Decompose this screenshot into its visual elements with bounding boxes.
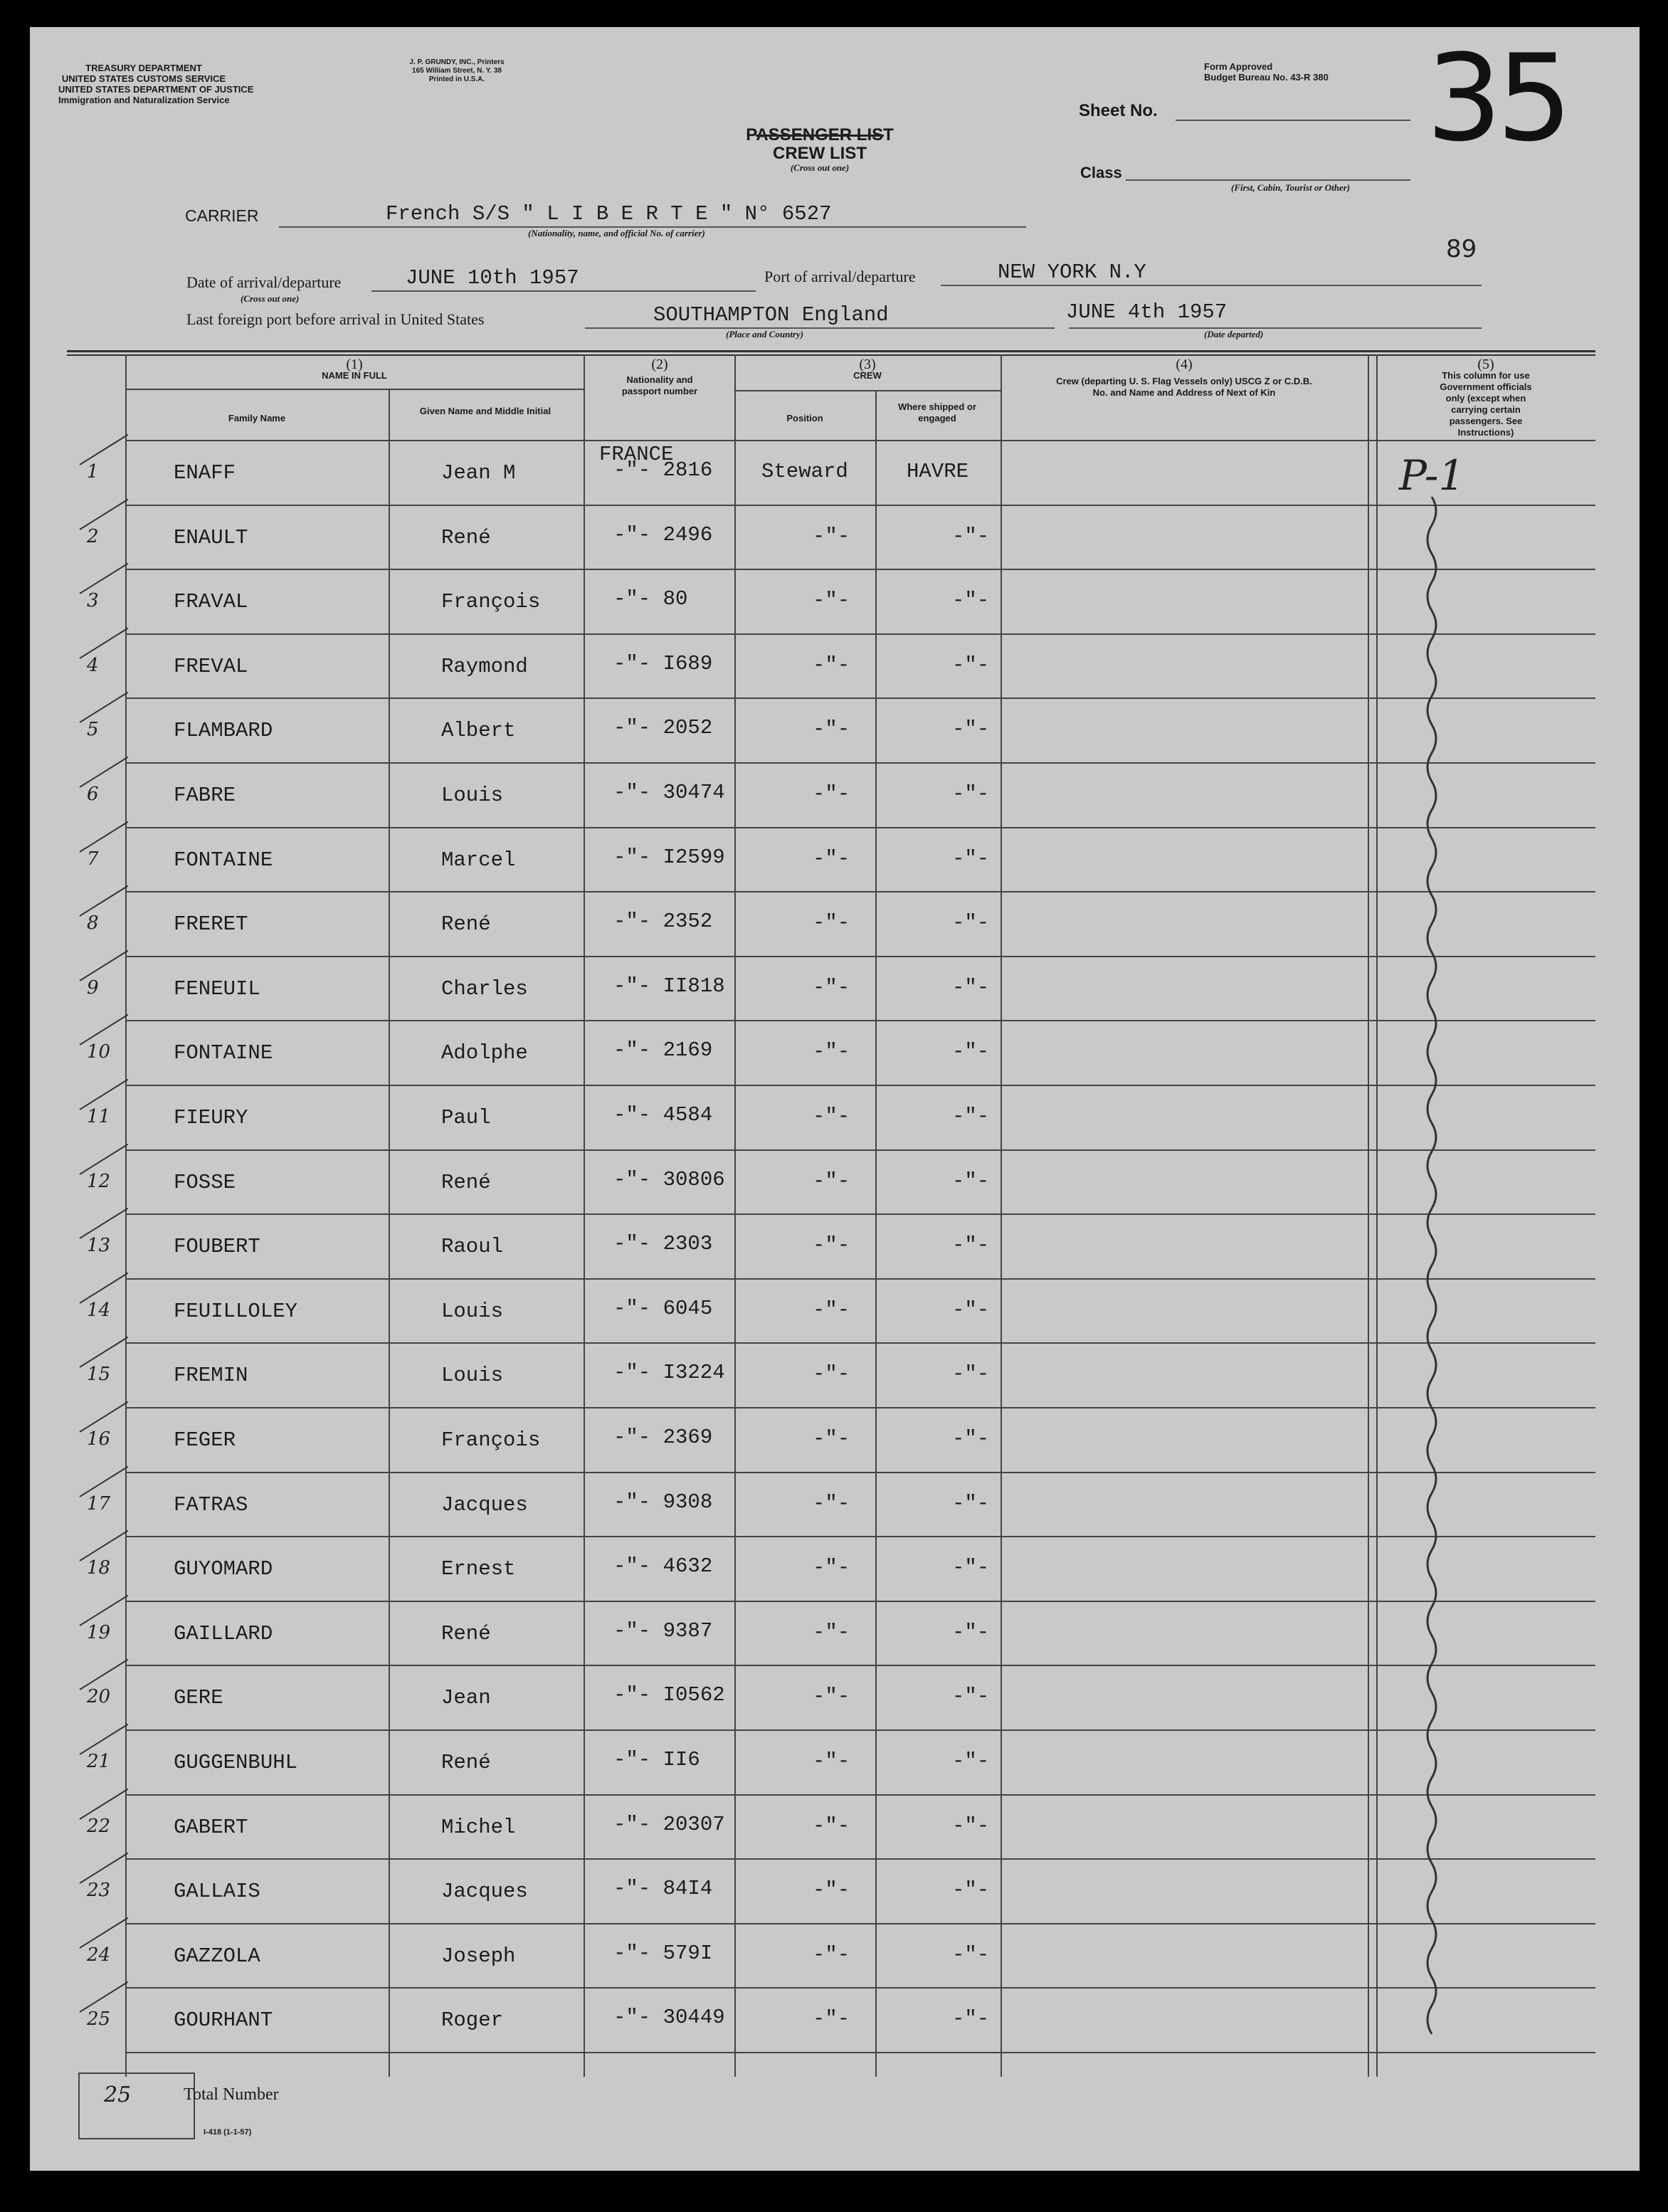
position: -"- xyxy=(813,1620,850,1644)
class-hint: (First, Cabin, Tourist or Other) xyxy=(1231,182,1351,193)
given-name: Roger xyxy=(441,2008,504,2033)
check-mark xyxy=(79,821,128,852)
position: -"- xyxy=(813,782,850,806)
given-name: Michel xyxy=(441,1815,516,1839)
family-name: ENAFF xyxy=(174,461,236,485)
position: -"- xyxy=(813,589,850,613)
family-name: FRERET xyxy=(174,912,248,937)
row-number: 8 xyxy=(87,912,99,934)
position: -"- xyxy=(813,1556,850,1580)
passport-number: -"- 30449 xyxy=(613,2006,725,2030)
row-number: 21 xyxy=(87,1751,111,1772)
row-number: 22 xyxy=(87,1815,111,1837)
position: -"- xyxy=(813,1685,850,1709)
where-shipped: -"- xyxy=(952,1813,990,1838)
given-name: Jacques xyxy=(441,1880,528,1904)
where-shipped: -"- xyxy=(952,2007,990,2031)
row-rule xyxy=(125,1536,1595,1537)
row-number: 1 xyxy=(87,461,99,483)
where-shipped: -"- xyxy=(952,1169,990,1193)
row-number: 13 xyxy=(87,1235,111,1257)
where-shipped: -"- xyxy=(952,589,990,613)
arrival-label: Date of arrival/departure xyxy=(186,273,342,291)
agency-line: Immigration and Naturalization Service xyxy=(58,95,230,105)
col-divider xyxy=(389,389,390,2077)
row-rule xyxy=(125,891,1595,892)
table-top-rule-2 xyxy=(67,354,1595,356)
carrier-hint: (Nationality, name, and official No. of carrier) xyxy=(528,228,705,238)
family-name: ENAULT xyxy=(174,525,248,549)
col4-title: Crew (departing U. S. Flag Vessels only) USCG Z or C.D.B. No. and Name and Address of Next of Kin xyxy=(1056,376,1312,398)
departed-hint: (Date departed) xyxy=(1204,329,1264,339)
given-name: Jacques xyxy=(441,1492,528,1517)
last-port-hint: (Place and Country) xyxy=(726,329,804,339)
family-name: GUYOMARD xyxy=(174,1557,273,1581)
passport-number: -"- II6 xyxy=(613,1748,700,1771)
family-name: FOSSE xyxy=(174,1170,236,1194)
row-rule xyxy=(125,633,1595,635)
arrival-hint: (Cross out one) xyxy=(241,293,300,304)
row-rule xyxy=(125,505,1595,506)
row-number: 11 xyxy=(87,1106,111,1127)
position: -"- xyxy=(813,1362,850,1386)
title-block xyxy=(706,125,934,174)
col4-num: (4) xyxy=(1176,357,1193,372)
position: -"- xyxy=(813,975,850,999)
shipped-header: Where shipped or engaged xyxy=(898,401,976,423)
given-name: Jean xyxy=(441,1686,491,1710)
check-mark xyxy=(79,885,128,917)
nationality: FRANCE xyxy=(599,443,674,466)
family-name: GOURHANT xyxy=(174,2008,273,2033)
position: -"- xyxy=(813,1491,850,1515)
check-mark xyxy=(79,498,128,530)
family-name: FONTAINE xyxy=(174,848,273,872)
given-name: Jean M xyxy=(441,461,516,485)
where-shipped: -"- xyxy=(952,1878,990,1902)
passport-number: -"- II818 xyxy=(613,974,725,998)
row-number: 17 xyxy=(87,1492,111,1515)
port-line xyxy=(941,285,1482,286)
family-name: FRAVAL xyxy=(174,590,248,614)
col-divider xyxy=(734,354,736,2077)
passport-number: -"- 30806 xyxy=(613,1167,725,1191)
official-mark: P-1 xyxy=(1399,451,1465,500)
family-name: FOUBERT xyxy=(174,1235,260,1259)
family-name: FEUILLOLEY xyxy=(174,1299,298,1323)
position: -"- xyxy=(813,524,850,548)
passport-number: -"- 30474 xyxy=(613,781,725,804)
passport-number: -"- 4584 xyxy=(613,1103,713,1127)
family-name: GALLAIS xyxy=(174,1880,260,1904)
family-name: GABERT xyxy=(174,1815,248,1839)
where-shipped: -"- xyxy=(952,1297,990,1322)
row-number: 24 xyxy=(87,1944,111,1966)
handwritten-number: 89 xyxy=(1446,235,1477,263)
row-number: 7 xyxy=(87,848,99,870)
given-name: René xyxy=(441,525,491,549)
passport-number: -"- 84I4 xyxy=(613,1877,713,1901)
passport-number: -"- 579I xyxy=(613,1941,713,1965)
where-shipped: -"- xyxy=(952,1105,990,1128)
check-mark xyxy=(79,950,128,981)
row-rule xyxy=(125,827,1595,828)
family-name: FONTAINE xyxy=(174,1041,273,1065)
family-name: FEGER xyxy=(174,1428,236,1452)
given-name: Albert xyxy=(441,719,516,743)
given-name: Raymond xyxy=(441,654,528,678)
form-approved: Form Approved xyxy=(1204,61,1273,72)
departed-line xyxy=(1069,327,1482,329)
given-name: Charles xyxy=(441,976,528,1001)
given-name: René xyxy=(441,1170,491,1194)
title-struck: PASSENGER LIST xyxy=(746,125,894,144)
sheet-no-line xyxy=(1176,120,1410,121)
where-shipped: -"- xyxy=(952,717,990,742)
col2-header xyxy=(592,359,727,397)
given-name-header: Given Name and Middle Initial xyxy=(419,406,551,416)
family-name: GERE xyxy=(174,1686,223,1710)
position: -"- xyxy=(813,653,850,677)
passport-number: -"- 2496 xyxy=(613,522,713,547)
col-divider xyxy=(1001,354,1002,2077)
where-shipped: -"- xyxy=(952,1620,990,1644)
col5-header xyxy=(1376,359,1595,438)
row-rule xyxy=(125,956,1595,957)
given-name: Paul xyxy=(441,1106,491,1129)
check-mark xyxy=(79,563,128,594)
passport-number: -"- 6045 xyxy=(613,1296,713,1320)
position: -"- xyxy=(813,717,850,742)
row-rule xyxy=(125,2052,1595,2053)
printer-line: 165 William Street, N. Y. 38 xyxy=(412,67,502,75)
agency-line: UNITED STATES DEPARTMENT OF JUSTICE xyxy=(58,84,254,95)
position: -"- xyxy=(813,1942,850,1966)
position: -"- xyxy=(813,1749,850,1773)
departed-value: JUNE 4th 1957 xyxy=(1066,300,1228,324)
passport-number: -"- 9308 xyxy=(613,1490,713,1514)
where-shipped: -"- xyxy=(952,975,990,999)
passport-number: -"- 2816 xyxy=(613,458,713,482)
col3-num: (3) xyxy=(859,357,876,372)
row-number: 15 xyxy=(87,1364,111,1386)
col-divider xyxy=(1376,354,1378,2077)
passport-number: -"- 80 xyxy=(613,587,688,611)
position: -"- xyxy=(813,1427,850,1450)
port-label: Port of arrival/departure xyxy=(764,268,916,285)
given-name: René xyxy=(441,1621,491,1645)
col1-title: NAME IN FULL xyxy=(322,370,387,381)
carrier-label: CARRIER xyxy=(185,206,259,225)
passport-number: -"- 2169 xyxy=(613,1038,713,1063)
position: -"- xyxy=(813,1040,850,1064)
col-divider xyxy=(1368,354,1369,2077)
arrival-value: JUNE 10th 1957 xyxy=(406,266,579,290)
where-shipped: -"- xyxy=(952,782,990,806)
row-number: 23 xyxy=(87,1880,111,1902)
budget-bureau: Budget Bureau No. 43-R 380 xyxy=(1204,72,1329,83)
where-shipped: -"- xyxy=(952,1749,990,1773)
position: Steward xyxy=(761,460,848,483)
row-rule xyxy=(125,1342,1595,1344)
col2-num: (2) xyxy=(651,357,668,372)
passport-number: -"- 9387 xyxy=(613,1618,713,1643)
check-mark xyxy=(79,434,128,465)
position: -"- xyxy=(813,1878,850,1902)
col-divider xyxy=(584,354,585,2077)
where-shipped: -"- xyxy=(952,524,990,548)
row-number: 14 xyxy=(87,1299,111,1321)
title: CREW LIST xyxy=(773,144,867,163)
col4-header xyxy=(1001,359,1368,399)
given-name: François xyxy=(441,1428,541,1452)
position: -"- xyxy=(813,2007,850,2031)
family-name: FIEURY xyxy=(174,1106,248,1129)
printer-block xyxy=(386,58,528,84)
passport-number: -"- I2599 xyxy=(613,845,725,869)
passport-number: -"- 2352 xyxy=(613,910,713,934)
wavy-ditto-line xyxy=(1418,497,1474,2063)
sheet-no-label: Sheet No. xyxy=(1079,101,1158,120)
row-number: 20 xyxy=(87,1686,111,1708)
class-line xyxy=(1126,179,1410,181)
row-number: 5 xyxy=(87,719,99,741)
arrival-line xyxy=(371,290,756,292)
agency-line: TREASURY DEPARTMENT xyxy=(85,63,202,73)
port-value: NEW YORK N.Y xyxy=(998,260,1146,284)
row-rule xyxy=(125,1794,1595,1796)
where-shipped: -"- xyxy=(952,1685,990,1709)
given-name: Raoul xyxy=(441,1235,504,1259)
row-rule xyxy=(125,1858,1595,1860)
col-divider xyxy=(125,354,127,2077)
given-name: François xyxy=(441,590,541,614)
agency-line: UNITED STATES CUSTOMS SERVICE xyxy=(61,73,226,84)
last-port-line xyxy=(585,327,1055,329)
family-name: FATRAS xyxy=(174,1492,248,1517)
class-label: Class xyxy=(1080,164,1122,181)
check-mark xyxy=(79,628,128,659)
total-value: 25 xyxy=(104,2082,132,2107)
row-rule xyxy=(125,762,1595,764)
passport-number: -"- I3224 xyxy=(613,1361,725,1385)
row-number: 25 xyxy=(87,2008,111,2031)
row-number: 6 xyxy=(87,784,99,805)
where-shipped: -"- xyxy=(952,1233,990,1258)
row-number: 9 xyxy=(87,976,99,999)
row-number: 19 xyxy=(87,1621,111,1643)
where-shipped: -"- xyxy=(952,653,990,677)
row-number: 2 xyxy=(87,525,99,547)
position: -"- xyxy=(813,1297,850,1322)
position: -"- xyxy=(813,1233,850,1258)
row-number: 4 xyxy=(87,654,99,676)
family-name: FREMIN xyxy=(174,1364,248,1388)
col3-title: CREW xyxy=(853,370,882,381)
passport-number: -"- I689 xyxy=(613,651,713,675)
where-shipped: -"- xyxy=(952,846,990,870)
row-rule xyxy=(125,1729,1595,1731)
where-shipped: -"- xyxy=(952,1427,990,1450)
position-header: Position xyxy=(786,413,823,423)
printer-line: Printed in U.S.A. xyxy=(428,75,485,83)
row-rule xyxy=(125,1923,1595,1924)
family-name: FREVAL xyxy=(174,654,248,678)
header-bottom-rule xyxy=(125,440,1595,441)
where-shipped: -"- xyxy=(952,1362,990,1386)
title-hint: (Cross out one) xyxy=(790,162,850,173)
printer-line: J. P. GRUNDY, INC., Printers xyxy=(409,58,505,66)
given-name: Louis xyxy=(441,1299,504,1323)
row-rule xyxy=(125,1665,1595,1666)
col1-header xyxy=(125,359,584,381)
row-number: 3 xyxy=(87,590,99,612)
family-name: FENEUIL xyxy=(174,976,260,1001)
where-shipped: HAVRE xyxy=(907,460,969,483)
form-approved-block xyxy=(1204,61,1329,83)
family-name: FLAMBARD xyxy=(174,719,273,743)
col5-title: This column for use Government officials only (except when carrying certain passengers. See Instructions) xyxy=(1440,370,1532,438)
row-rule xyxy=(125,1213,1595,1215)
row-rule xyxy=(125,1601,1595,1602)
row-rule xyxy=(125,1085,1595,1086)
where-shipped: -"- xyxy=(952,1040,990,1064)
table-top-rule xyxy=(67,350,1595,352)
row-number: 12 xyxy=(87,1170,111,1192)
row-rule xyxy=(125,1407,1595,1408)
given-name: Adolphe xyxy=(441,1041,528,1065)
last-port-value: SOUTHAMPTON England xyxy=(653,303,889,327)
given-name: Ernest xyxy=(441,1557,516,1581)
passport-number: -"- 4632 xyxy=(613,1554,713,1579)
row-rule xyxy=(125,1278,1595,1280)
position: -"- xyxy=(813,846,850,870)
last-port-label: Last foreign port before arrival in United States xyxy=(186,310,485,328)
position: -"- xyxy=(813,1169,850,1193)
position: -"- xyxy=(813,1105,850,1128)
where-shipped: -"- xyxy=(952,1491,990,1515)
passport-number: -"- 20307 xyxy=(613,1812,725,1836)
row-rule xyxy=(125,697,1595,699)
row-number: 16 xyxy=(87,1428,111,1450)
family-name: FABRE xyxy=(174,784,236,807)
col-divider xyxy=(875,390,877,2077)
check-mark xyxy=(79,692,128,723)
total-box xyxy=(78,2073,195,2139)
row-rule xyxy=(125,569,1595,570)
strike-line xyxy=(756,135,884,137)
given-name: René xyxy=(441,912,491,937)
family-name: GAZZOLA xyxy=(174,1944,260,1968)
where-shipped: -"- xyxy=(952,1556,990,1580)
col1-num: (1) xyxy=(346,357,363,372)
row-number: 18 xyxy=(87,1557,111,1579)
passport-number: -"- 2303 xyxy=(613,1232,713,1256)
row-rule xyxy=(125,1987,1595,1989)
sheet-number-large: 35 xyxy=(1426,28,1567,168)
form-code: I-418 (1-1-57) xyxy=(204,2128,252,2137)
row-number: 10 xyxy=(87,1041,111,1063)
position: -"- xyxy=(813,1813,850,1838)
where-shipped: -"- xyxy=(952,911,990,935)
carrier-value: French S/S " L I B E R T E " N° 6527 xyxy=(386,202,832,226)
col3-header xyxy=(734,359,1001,381)
family-name: GUGGENBUHL xyxy=(174,1751,298,1774)
total-label: Total Number xyxy=(184,2085,279,2104)
subhead-rule xyxy=(125,389,584,390)
col2-title: Nationality and passport number xyxy=(621,374,698,396)
given-name: Joseph xyxy=(441,1944,516,1968)
row-rule xyxy=(125,1020,1595,1021)
check-mark xyxy=(79,757,128,788)
position: -"- xyxy=(813,911,850,935)
agency-block xyxy=(58,63,254,105)
given-name: Louis xyxy=(441,1364,504,1388)
row-rule xyxy=(125,1149,1595,1151)
given-name: Louis xyxy=(441,784,504,807)
passport-number: -"- 2052 xyxy=(613,716,713,740)
col5-num: (5) xyxy=(1477,357,1494,372)
given-name: Marcel xyxy=(441,848,516,872)
family-name-header: Family Name xyxy=(228,413,286,423)
family-name: GAILLARD xyxy=(174,1621,273,1645)
row-rule xyxy=(125,1472,1595,1473)
passport-number: -"- 2369 xyxy=(613,1426,713,1449)
where-shipped: -"- xyxy=(952,1942,990,1966)
passport-number: -"- I0562 xyxy=(613,1683,725,1707)
subhead-rule xyxy=(734,390,1001,391)
given-name: René xyxy=(441,1751,491,1774)
crew-list-form xyxy=(30,27,1640,2171)
